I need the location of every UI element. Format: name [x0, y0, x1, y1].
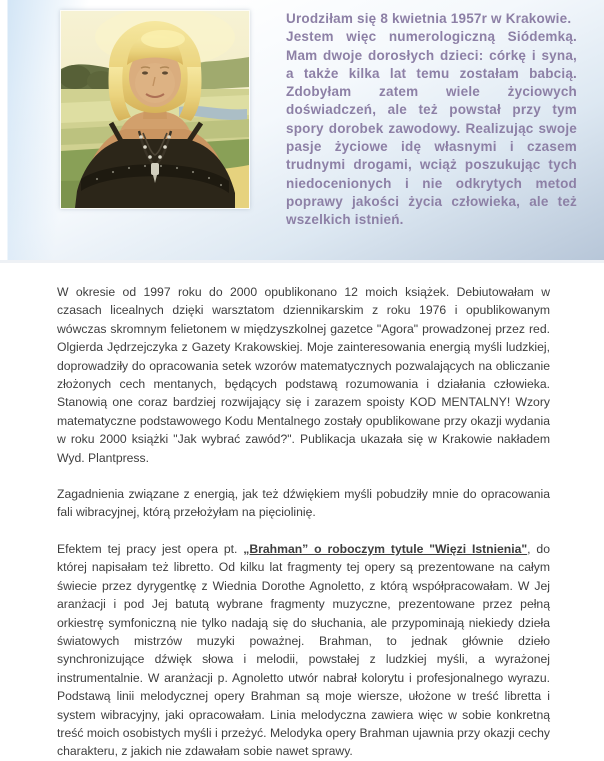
- hero-section: [0, 0, 604, 263]
- portrait-photo: [60, 10, 250, 209]
- biography-article: [0, 263, 604, 761]
- intro-paragraph-life: Jestem więc numerologiczną Siódemką. Mam dwoje dorosłych dzieci: córkę i syna, a także kilka lat temu zostałam babcią. Zdobyłam zatem wiele życiowych doświadczeń, ale też powstał przy tym spory dorobek zawodowy. Realizując swoje pasje życiowe idę własnymi i czasem trudnymi drogami, wciąż poszukując tych niedocenionych i nie odkrytych metod poprawy jakości życia człowieka, ale też wszelkich istnień.: [286, 29, 577, 228]
- portrait-photo-illustration: [61, 11, 249, 208]
- paragraph-opera: [57, 540, 550, 761]
- opera-title-highlight: „Brahman” o roboczym tytule "Więzi Istnienia": [243, 541, 528, 556]
- paragraph-vibration: Zagadnienia związane z energią, jak też dźwiękiem myśli pobudziły mnie do opracowania fali wibracyjnej, którą przełożyłam na pięciolinię.: [57, 487, 550, 520]
- intro-paragraph-birth: Urodziłam się 8 kwietnia 1957r w Krakowie.: [286, 11, 572, 26]
- paragraph-books: W okresie od 1997 roku do 2000 opublikonano 12 moich książek. Debiutowałam w czasach licealnych dzięki warsztatom dziennikarskim z roku 1976 i opublikowanym wówczas skromnym felietonem w międzyszkolnej gazetce "Agora" prowadzonej przez red. Olgierda Jędrzejczyka z Gazety Krakowskiej. Moje zainteresowania energią myśli ludzkiej, doprowadziły do opracowania setek wzorów matematycznych pozwalających na obliczanie złożonych cech mentanych, będących podstawą rozumowania i działania człowieka. Stanowią one coraz bardziej rozwijający się i zarazem spoisty KOD MENTALNY! Wzory matematyczne podstawowego Kodu Mentalnego zostały opublikowane przy okazji wydania w roku 2000 książki "Jak wybrać zawód?". Publikacja ukazała się w Krakowie nakładem Wyd. Plantpress.: [57, 285, 550, 465]
- paragraph-opera-rest: , do której napisałam też libretto. Od kilku lat fragmenty tej opery są prezentowane na całym świecie przez dyrygentkę z Wiednia Dorothe Agnoletto, z którą współpracowałam. W Jej aranżacji i pod Jej batutą wybrane fragmenty muzyczne, prezentowane przez pełną orkiestrę symfoniczną nie tylko nadają się do słuchania, ale przypominają niekiedy dzieła światowych mistrzów muzyki poważnej. Brahman, to jednak głównie dzieło synchronizujące dźwięk słowa i melodii, powstałej z ludzkiej myśli, a wyrażonej instrumentalnie. W aranżacji p. Agnoletto utwór nabrał kolorytu i profesjonalnego wyrazu. Podstawą linii melodycznej opery Brahman są moje wiersze, ułożone w treść libretta i system wibracyjny, jaki opracowałam. Linia melodyczna zawiera więc w sobie konkretną treść moich osobistych myśli i przeżyć. Melodyka opery Brahman ujawnia przy okazji cechy charakteru, z jakich nie zdawałam sobie nawet sprawy.: [57, 541, 550, 759]
- intro-text-block: [286, 10, 577, 230]
- paragraph-opera-lead: Efektem tej pracy jest opera pt.: [57, 541, 244, 556]
